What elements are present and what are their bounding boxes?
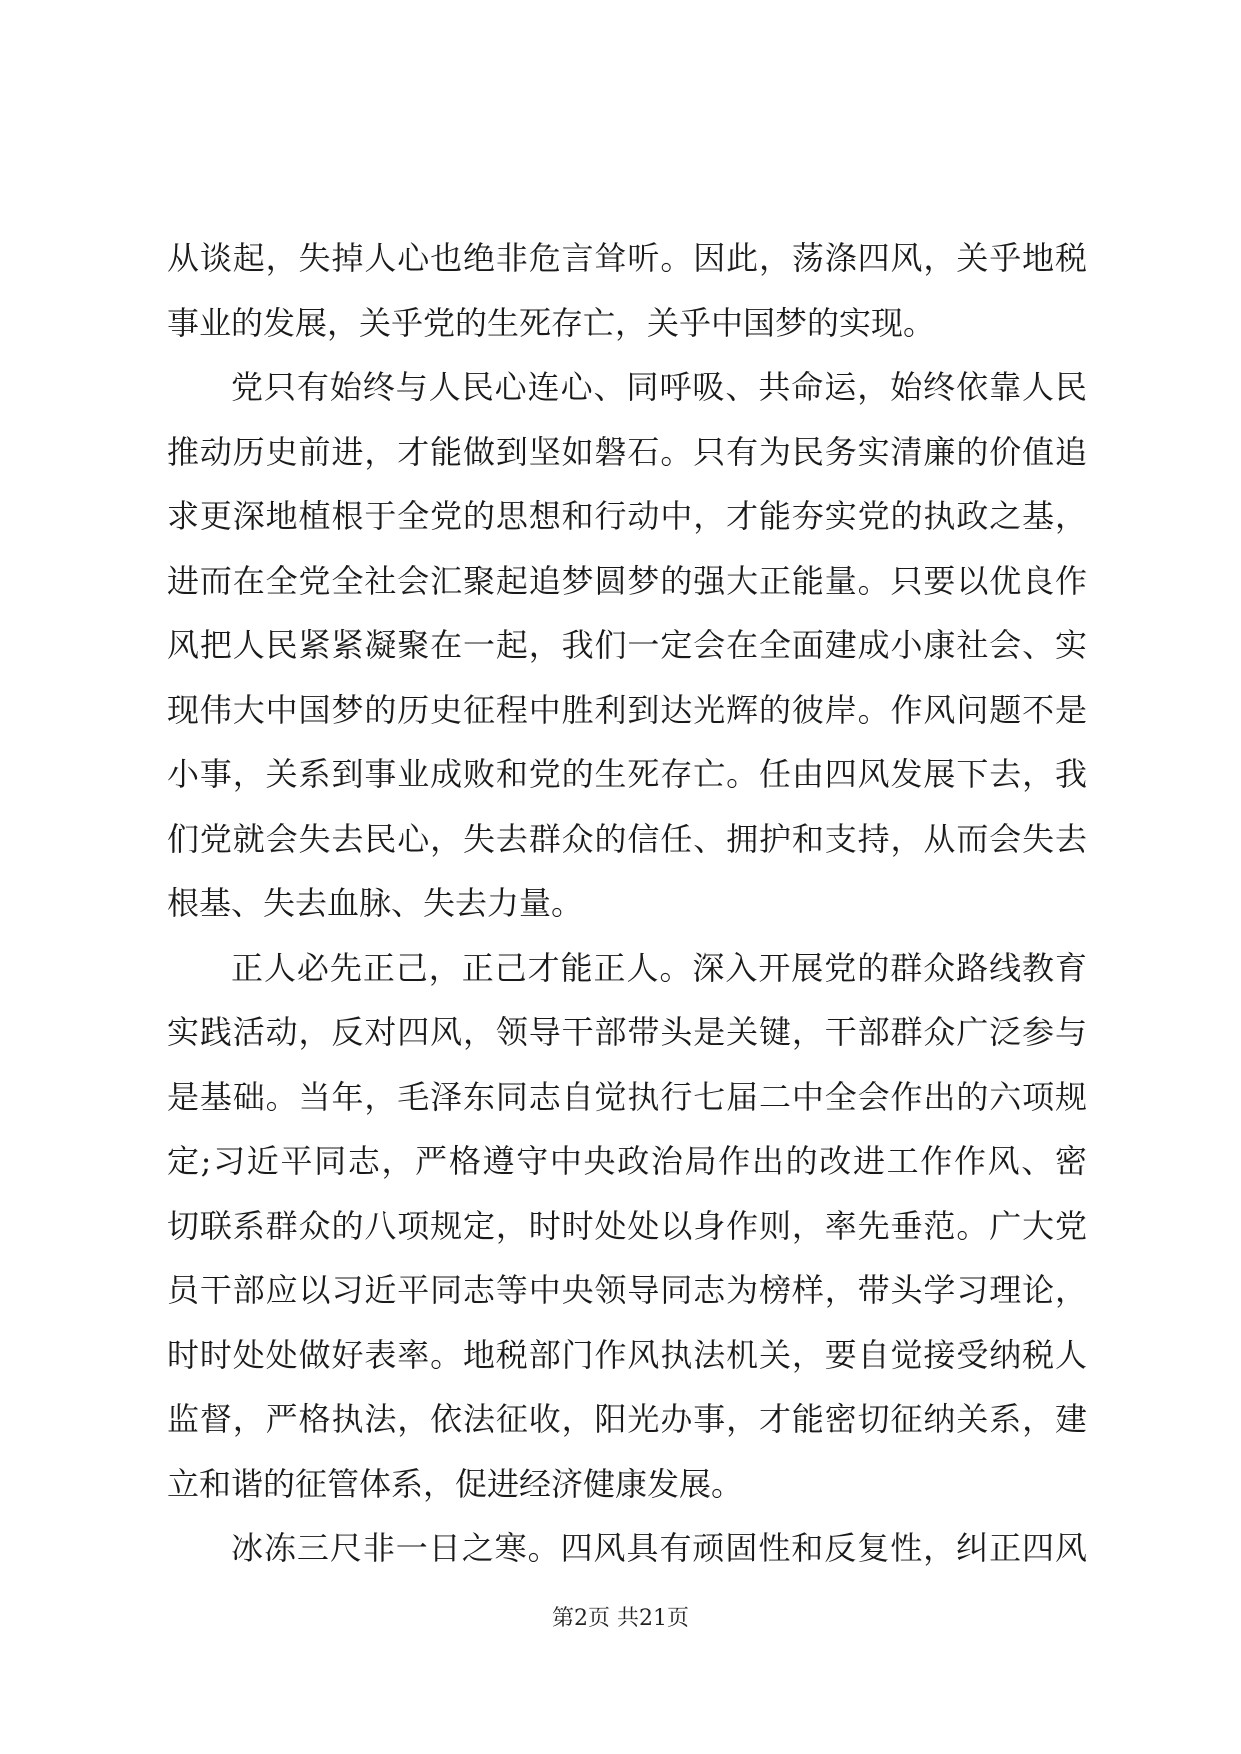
text-line: 求更深地植根于全党的思想和行动中，才能夯实党的执政之基， (167, 497, 1087, 535)
text-line: 进而在全党全社会汇聚起追梦圆梦的强大正能量。只要以优良作 (167, 561, 1087, 600)
text-line: 们党就会失去民心，失去群众的信任、拥护和支持，从而会失去 (167, 819, 1087, 858)
text-line: 立和谐的征管体系，促进经济健康发展。 (167, 1464, 744, 1503)
page-footer: 第2页 共21页 (552, 1606, 689, 1631)
text-line: 监督，严格执法，依法征收，阳光办事，才能密切征纳关系，建 (167, 1400, 1087, 1438)
text-line: 切联系群众的八项规定，时时处处以身作则，率先垂范。广大党 (167, 1206, 1087, 1245)
text-line: 正人必先正己，正己才能正人。深入开展党的群众路线教育 (231, 948, 1087, 987)
text-line: 冰冻三尺非一日之寒。四风具有顽固性和反复性，纠正四风 (231, 1529, 1087, 1567)
text-line: 员干部应以习近平同志等中央领导同志为榜样，带头学习理论， (167, 1271, 1087, 1309)
text-line: 是基础。当年，毛泽东同志自觉执行七届二中全会作出的六项规 (167, 1077, 1087, 1116)
text-line: 推动历史前进，才能做到坚如磐石。只有为民务实清廉的价值追 (167, 432, 1087, 471)
text-line: 定;习近平同志，严格遵守中央政治局作出的改进工作作风、密 (167, 1142, 1087, 1180)
text-line: 时时处处做好表率。地税部门作风执法机关，要自觉接受纳税人 (167, 1335, 1087, 1374)
text-line: 小事，关系到事业成败和党的生死存亡。任由四风发展下去，我 (167, 755, 1087, 793)
text-line: 风把人民紧紧凝聚在一起，我们一定会在全面建成小康社会、实 (167, 626, 1087, 664)
body-text (167, 226, 1087, 1581)
text-line: 实践活动，反对四风，领导干部带头是关键，干部群众广泛参与 (167, 1013, 1087, 1051)
text-line: 根基、失去血脉、失去力量。 (167, 884, 584, 922)
text-line: 从谈起，失掉人心也绝非危言耸听。因此，荡涤四风，关乎地税 (167, 239, 1087, 277)
text-line: 现伟大中国梦的历史征程中胜利到达光辉的彼岸。作风问题不是 (167, 690, 1087, 729)
text-line: 党只有始终与人民心连心、同呼吸、共命运，始终依靠人民 (231, 368, 1087, 406)
text-line: 事业的发展，关乎党的生死存亡，关乎中国梦的实现。 (167, 303, 936, 342)
